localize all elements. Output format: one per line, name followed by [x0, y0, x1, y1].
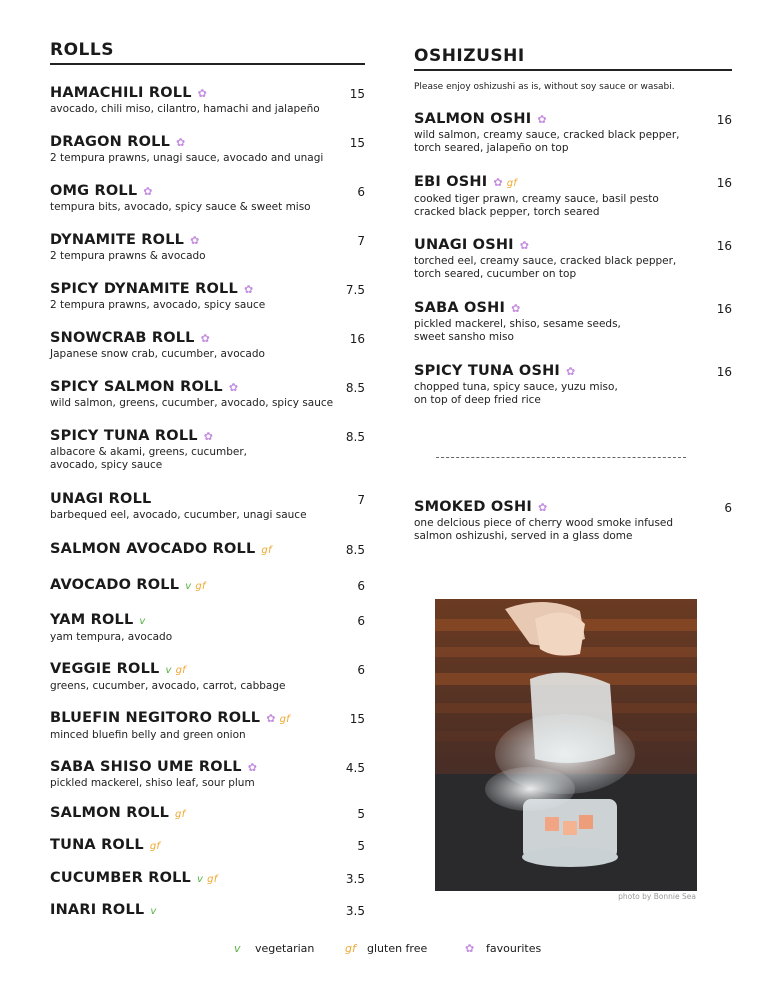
- item-description: pickled mackerel, shiso leaf, sour plum: [50, 777, 255, 789]
- vegetarian-icon: v: [185, 581, 192, 592]
- item-name: [50, 379, 365, 396]
- item-name-text: YAM ROLL: [50, 612, 134, 628]
- gluten-free-icon: gf: [207, 874, 218, 885]
- oshizushi-intro: Please enjoy oshizushi as is, without soy sauce or wasabi.: [414, 82, 675, 92]
- item-description-line2: torch seared, cucumber on top: [414, 268, 577, 280]
- item-description: torched eel, creamy sauce, cracked black pepper,: [414, 255, 677, 267]
- item-name: [50, 837, 365, 855]
- item-description: wild salmon, greens, cucumber, avocado, spicy sauce: [50, 397, 334, 409]
- item-description: chopped tuna, spicy sauce, yuzu miso,: [414, 381, 618, 393]
- item-name-text: AVOCADO ROLL: [50, 577, 180, 593]
- item-description: albacore & akami, greens, cucumber,: [50, 446, 247, 458]
- item-description-line2: torch seared, jalapeño on top: [414, 142, 569, 154]
- item-price: 4.5: [345, 761, 365, 775]
- menu-item: [414, 363, 732, 407]
- item-name: [50, 577, 365, 595]
- menu-item: [414, 499, 732, 543]
- item-price: 6: [357, 663, 365, 677]
- item-price: 15: [349, 87, 365, 101]
- item-name-text: TUNA ROLL: [50, 837, 144, 853]
- menu-item: [50, 281, 365, 312]
- item-price: 6: [724, 501, 732, 515]
- menu-item: [50, 577, 365, 595]
- favourite-icon: ✿: [197, 87, 208, 100]
- item-name: [50, 281, 365, 298]
- item-name-text: SALMON OSHI: [414, 111, 532, 127]
- menu-item: [50, 379, 365, 410]
- item-name: [50, 330, 365, 347]
- item-description: pickled mackerel, shiso, sesame seeds,: [414, 318, 621, 330]
- favourite-icon: ✿: [190, 234, 200, 247]
- item-name-text: SPICY TUNA ROLL: [50, 428, 198, 444]
- item-description-line2: salmon oshizushi, served in a glass dome: [414, 530, 633, 542]
- item-name-text: SPICY TUNA OSHI: [414, 363, 561, 379]
- gluten-free-icon: gf: [175, 809, 186, 820]
- item-description: barbequed eel, avocado, cucumber, unagi sauce: [50, 509, 307, 521]
- favourite-icon: ✿: [511, 302, 521, 315]
- item-name: [414, 111, 732, 128]
- item-price: 3.5: [345, 904, 365, 918]
- menu-item: [50, 805, 365, 823]
- item-description-line2: on top of deep fried rice: [414, 394, 541, 406]
- vegetarian-icon: v: [165, 665, 172, 676]
- item-description: 2 tempura prawns, avocado, spicy sauce: [50, 299, 266, 311]
- gluten-free-icon: gf: [506, 178, 518, 189]
- gluten-free-icon: gf: [195, 581, 206, 592]
- menu-item: [414, 300, 732, 344]
- item-description: tempura bits, avocado, spicy sauce & sweet miso: [50, 201, 311, 213]
- item-name: [50, 661, 365, 679]
- item-price: 3.5: [345, 872, 365, 886]
- favourite-icon: ✿: [228, 381, 239, 394]
- item-name: [50, 710, 365, 728]
- item-name-text: VEGGIE ROLL: [50, 661, 160, 677]
- item-price: 7: [357, 234, 365, 248]
- item-price: 16: [716, 365, 732, 379]
- item-name-text: CUCUMBER ROLL: [50, 870, 192, 886]
- item-name: [50, 612, 365, 630]
- item-name: [50, 85, 365, 102]
- item-description: cooked tiger prawn, creamy sauce, basil pesto: [414, 193, 659, 205]
- item-name: [414, 300, 732, 317]
- menu-item: [414, 237, 732, 281]
- item-name-text: DRAGON ROLL: [50, 134, 171, 150]
- menu-item: [50, 759, 365, 790]
- favourite-icon: ✿: [493, 176, 503, 189]
- item-name: [414, 237, 732, 254]
- item-name-text: SNOWCRAB ROLL: [50, 330, 195, 346]
- favourite-icon: ✿: [200, 332, 211, 345]
- favourite-icon: ✿: [519, 239, 530, 252]
- item-price: 6: [357, 614, 365, 628]
- item-price: 16: [716, 239, 732, 253]
- item-description-line2: avocado, spicy sauce: [50, 459, 163, 471]
- item-price: 16: [349, 332, 365, 346]
- gluten-free-icon: gf: [261, 545, 272, 556]
- item-name: [414, 174, 732, 192]
- favourite-icon: ✿: [243, 283, 254, 296]
- legend-veg-icon: v: [234, 942, 241, 955]
- legend-gf-icon: gf: [345, 942, 356, 955]
- item-price: 16: [716, 176, 732, 190]
- menu-item: [50, 232, 365, 263]
- item-description: one delcious piece of cherry wood smoke infused: [414, 517, 674, 529]
- menu-item: [50, 661, 365, 693]
- item-name-text: SMOKED OSHI: [414, 499, 532, 515]
- item-price: 15: [349, 136, 365, 150]
- item-name: [414, 499, 732, 516]
- item-description-line2: sweet sansho miso: [414, 331, 514, 343]
- item-name-text: OMG ROLL: [50, 183, 138, 199]
- item-price: 16: [716, 113, 732, 127]
- item-price: 8.5: [345, 543, 365, 557]
- item-description: avocado, chili miso, cilantro, hamachi and jalapeño: [50, 103, 320, 115]
- item-price: 8.5: [345, 430, 365, 444]
- item-price: 16: [716, 302, 732, 316]
- menu-item: [50, 837, 365, 855]
- favourite-icon: ✿: [176, 136, 186, 149]
- favourite-icon: ✿: [247, 761, 258, 774]
- item-description: 2 tempura prawns, unagi sauce, avocado and unagi: [50, 152, 324, 164]
- item-name: [414, 363, 732, 380]
- rolls-title: ROLLS: [50, 40, 365, 65]
- menu-item: [50, 85, 365, 116]
- item-name-text: SALMON ROLL: [50, 805, 170, 821]
- gluten-free-icon: gf: [279, 714, 290, 725]
- item-name: [50, 491, 365, 508]
- item-price: 15: [349, 712, 365, 726]
- menu-item: [50, 491, 365, 522]
- item-name-text: HAMACHILI ROLL: [50, 85, 192, 101]
- favourite-icon: ✿: [143, 185, 153, 198]
- menu-item: [50, 183, 365, 214]
- gluten-free-icon: gf: [149, 841, 161, 852]
- vegetarian-icon: v: [197, 874, 204, 885]
- item-name: [50, 902, 365, 920]
- item-name: [50, 759, 365, 776]
- item-price: 8.5: [345, 381, 365, 395]
- menu-item: [50, 134, 365, 165]
- item-name-text: BLUEFIN NEGITORO ROLL: [50, 710, 261, 726]
- smoked-oshi-photo: [435, 599, 697, 891]
- legend-gf-label: gluten free: [367, 942, 428, 955]
- item-name-text: SPICY SALMON ROLL: [50, 379, 223, 395]
- item-price: 5: [357, 839, 365, 853]
- item-price: 7.5: [345, 283, 365, 297]
- menu-item: [50, 428, 365, 472]
- item-name: [50, 428, 365, 445]
- item-price: 6: [357, 185, 365, 199]
- favourite-icon: ✿: [566, 365, 576, 378]
- menu-item: [50, 710, 365, 742]
- item-name-text: SABA SHISO UME ROLL: [50, 759, 242, 775]
- section-divider: [436, 457, 686, 458]
- item-name-text: EBI OSHI: [414, 174, 488, 190]
- menu-item: [414, 174, 732, 219]
- photo-credit: photo by Bonnie Sea: [618, 892, 696, 901]
- oshizushi-title: OSHIZUSHI: [414, 46, 732, 71]
- item-name: [50, 183, 365, 200]
- item-name-text: UNAGI ROLL: [50, 491, 152, 507]
- menu-item: [50, 330, 365, 361]
- item-price: 5: [357, 807, 365, 821]
- smoke-dome-image: [435, 599, 697, 891]
- favourite-icon: ✿: [203, 430, 214, 443]
- menu-item: [414, 111, 732, 155]
- item-name: [50, 232, 365, 249]
- legend-fav-label: favourites: [486, 942, 542, 955]
- menu-item: [50, 902, 365, 920]
- item-price: 7: [357, 493, 365, 507]
- menu-item: [50, 541, 365, 559]
- item-price: 6: [357, 579, 365, 593]
- vegetarian-icon: v: [150, 906, 157, 917]
- item-name: [50, 541, 365, 559]
- item-description: yam tempura, avocado: [50, 631, 173, 643]
- item-description: minced bluefin belly and green onion: [50, 729, 246, 741]
- vegetarian-icon: v: [139, 616, 146, 627]
- legend-fav-icon: ✿: [465, 942, 475, 955]
- item-name-text: DYNAMITE ROLL: [50, 232, 185, 248]
- item-description: 2 tempura prawns & avocado: [50, 250, 206, 262]
- favourite-icon: ✿: [537, 501, 548, 514]
- item-name-text: SALMON AVOCADO ROLL: [50, 541, 256, 557]
- item-name: [50, 134, 365, 151]
- item-name-text: SPICY DYNAMITE ROLL: [50, 281, 238, 297]
- item-description: greens, cucumber, avocado, carrot, cabbage: [50, 680, 286, 692]
- item-description-line2: cracked black pepper, torch seared: [414, 206, 600, 218]
- favourite-icon: ✿: [537, 113, 547, 126]
- item-description: Japanese snow crab, cucumber, avocado: [50, 348, 265, 360]
- legend-veg-label: vegetarian: [255, 942, 315, 955]
- menu-item: [50, 612, 365, 644]
- item-name-text: SABA OSHI: [414, 300, 506, 316]
- item-description: wild salmon, creamy sauce, cracked black pepper,: [414, 129, 680, 141]
- favourite-icon: ✿: [266, 712, 276, 725]
- menu-item: [50, 870, 365, 888]
- item-name-text: UNAGI OSHI: [414, 237, 514, 253]
- item-name-text: INARI ROLL: [50, 902, 145, 918]
- item-name: [50, 805, 365, 823]
- item-name: [50, 870, 365, 888]
- gluten-free-icon: gf: [175, 665, 186, 676]
